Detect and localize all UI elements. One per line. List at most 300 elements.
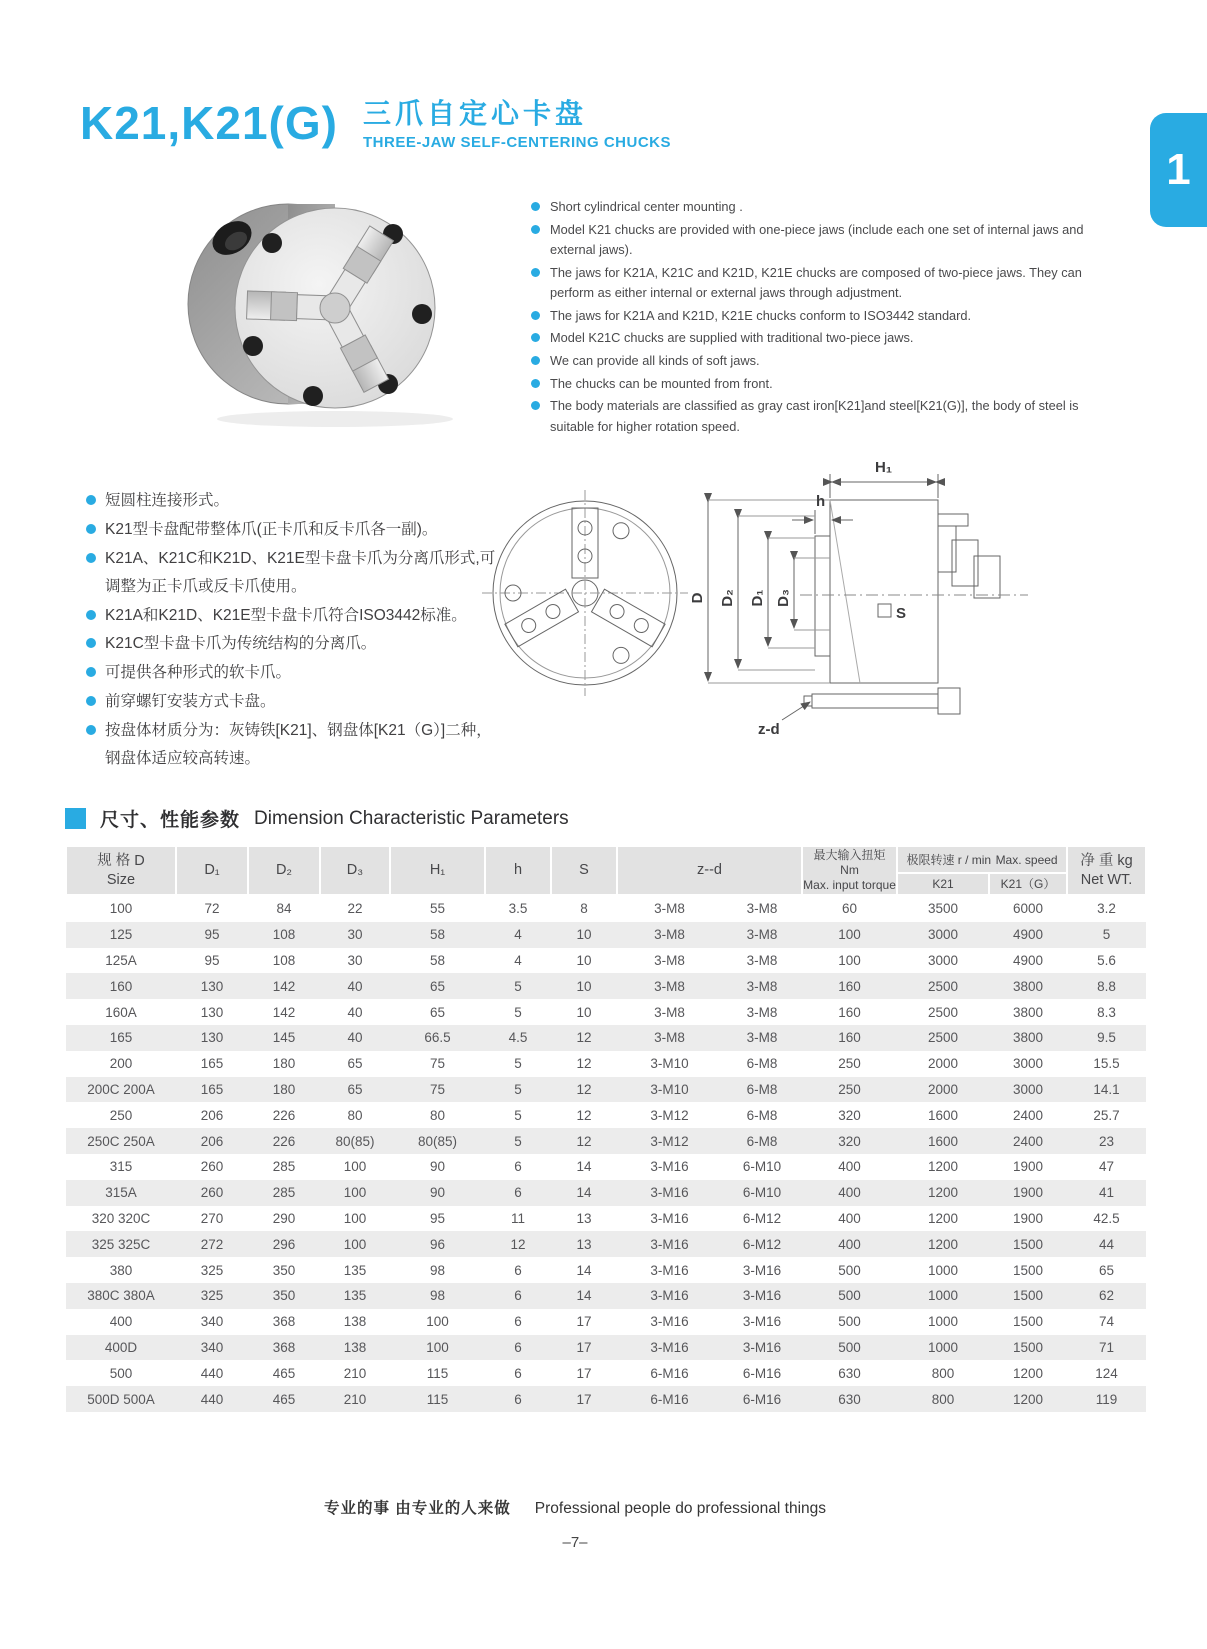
table-cell: 1200	[1013, 1391, 1044, 1407]
table-cell: 3-M12	[650, 1107, 689, 1123]
table-row	[66, 1025, 1146, 1051]
table-cell: 320	[838, 1133, 861, 1149]
table-cell: 3000	[927, 952, 959, 968]
feature-item	[86, 717, 506, 773]
table-cell: 6-M16	[742, 1391, 782, 1407]
table-cell: 3-M16	[742, 1314, 782, 1330]
table-cell: 400D	[104, 1339, 138, 1355]
table-cell: 1000	[927, 1288, 959, 1304]
table-cell: 119	[1095, 1391, 1118, 1407]
table-cell: 14.1	[1093, 1081, 1120, 1097]
table-cell: 6	[514, 1314, 522, 1330]
table-cell: 206	[200, 1133, 224, 1149]
table-cell: 12	[576, 1081, 592, 1097]
bullet-dot-icon	[86, 725, 96, 735]
table-cell: 3-M16	[650, 1314, 689, 1330]
table-cell: 1200	[927, 1210, 959, 1226]
table-cell: 58	[429, 927, 446, 943]
table-cell: 1500	[1013, 1314, 1044, 1330]
table-cell: 500	[838, 1288, 861, 1304]
table-cell: 95	[204, 927, 220, 943]
col-header-d2: D₂	[248, 846, 320, 895]
feature-text: K21型卡盘配带整体爪(正卡爪和反卡爪各一副)。	[105, 520, 438, 538]
table-cell: 250	[838, 1056, 861, 1072]
feature-item	[531, 306, 1089, 326]
table-cell: 5	[514, 978, 522, 994]
table-cell: 138	[343, 1314, 367, 1330]
feature-text: The jaws for K21A and K21D, K21E chucks conform to ISO3442 standard.	[550, 307, 972, 323]
feature-item	[531, 351, 1089, 371]
dim-label-d3: D₃	[775, 589, 792, 607]
table-cell: 226	[272, 1107, 296, 1123]
dim-label-zd: z-d	[758, 721, 780, 738]
table-cell: 3-M16	[742, 1288, 782, 1304]
table-cell: 80(85)	[417, 1133, 458, 1149]
table-cell: 1500	[1013, 1262, 1044, 1278]
table-cell: 320	[838, 1107, 861, 1123]
table-cell: 47	[1099, 1159, 1115, 1175]
table-cell: 400	[838, 1159, 861, 1175]
table-cell: 17	[576, 1314, 592, 1330]
bullet-dot-icon	[86, 638, 96, 648]
col-header-h1: H₁	[390, 846, 485, 895]
table-cell: 285	[272, 1185, 296, 1201]
table-cell: 14	[576, 1288, 592, 1304]
table-cell: 325	[200, 1262, 224, 1278]
feature-item	[86, 602, 506, 630]
table-cell: 160	[109, 978, 133, 994]
feature-item	[86, 516, 506, 544]
col-header-torque: 最大输入扭矩 Nm Max. input torque	[802, 846, 897, 895]
table-cell: 12	[576, 1133, 592, 1149]
table-cell: 5	[514, 1107, 522, 1123]
table-cell: 142	[272, 1004, 296, 1020]
table-cell: 6-M8	[746, 1133, 778, 1149]
table-cell: 15.5	[1093, 1056, 1120, 1072]
table-row	[66, 1154, 1146, 1180]
table-cell: 124	[1095, 1365, 1118, 1381]
table-cell: 22	[347, 901, 363, 917]
col-header-d1: D₁	[176, 846, 248, 895]
section-title	[65, 805, 569, 832]
table-cell: 6	[514, 1339, 522, 1355]
feature-item	[86, 487, 506, 515]
table-cell: 40	[347, 978, 363, 994]
col-header-d3: D₃	[320, 846, 390, 895]
table-cell: 58	[429, 952, 446, 968]
table-cell: 142	[272, 978, 296, 994]
table-cell: 62	[1099, 1288, 1115, 1304]
table-cell: 1900	[1013, 1185, 1044, 1201]
feature-text: 前穿螺钉安装方式卡盘。	[105, 693, 276, 711]
table-cell: 160A	[105, 1004, 137, 1020]
feature-item	[531, 197, 1089, 217]
table-cell: 3-M16	[650, 1159, 689, 1175]
table-cell: 30	[347, 927, 363, 943]
table-cell: 2500	[927, 1004, 959, 1020]
table-cell: 14	[576, 1262, 592, 1278]
product-title-en: THREE-JAW SELF-CENTERING CHUCKS	[363, 134, 672, 151]
table-cell: 1200	[927, 1159, 959, 1175]
product-title-cn: 三爪自定心卡盘	[363, 98, 588, 129]
table-cell: 100	[426, 1314, 449, 1330]
feature-text: 短圆柱连接形式。	[105, 492, 230, 509]
table-cell: 800	[931, 1391, 955, 1407]
table-cell: 71	[1099, 1339, 1115, 1355]
table-row	[66, 1231, 1146, 1257]
table-cell: 400	[109, 1314, 133, 1330]
technical-drawing	[480, 448, 1070, 743]
table-cell: 44	[1099, 1236, 1115, 1252]
footer-slogan-en: Professional people do professional things	[534, 1500, 827, 1517]
table-cell: 272	[200, 1236, 224, 1252]
table-cell: 296	[272, 1236, 296, 1252]
table-cell: 500	[109, 1365, 133, 1381]
table-cell: 100	[838, 927, 861, 943]
table-cell: 80	[429, 1107, 446, 1123]
table-cell: 1200	[1013, 1365, 1044, 1381]
table-cell: 3-M16	[650, 1185, 689, 1201]
table-cell: 6	[514, 1262, 522, 1278]
table-cell: 6-M16	[742, 1365, 782, 1381]
table-cell: 98	[429, 1288, 446, 1304]
dim-label-d1: D₁	[749, 589, 766, 607]
table-cell: 100	[343, 1210, 367, 1226]
table-row	[66, 999, 1146, 1025]
table-cell: 6	[514, 1365, 522, 1381]
table-cell: 325	[200, 1288, 224, 1304]
table-cell: 500	[838, 1314, 861, 1330]
table-cell: 325 325C	[91, 1236, 151, 1252]
center-cap	[320, 293, 350, 323]
table-cell: 3-M8	[654, 1004, 685, 1020]
table-cell: 130	[200, 1030, 224, 1046]
drawing-front-view	[482, 490, 688, 696]
table-cell: 30	[347, 952, 363, 968]
table-cell: 90	[429, 1185, 446, 1201]
bullet-dot-icon	[86, 696, 96, 706]
table-cell: 165	[200, 1056, 224, 1072]
table-cell: 165	[109, 1030, 133, 1046]
table-cell: 17	[576, 1391, 592, 1407]
feature-text: The chucks can be mounted from front.	[550, 375, 773, 391]
table-cell: 250	[109, 1107, 133, 1123]
feature-text: The body materials are classified as gray cast iron[K21]and steel[K21(G)], the body of steel is suitable for higher rotation speed.	[550, 398, 1079, 434]
table-cell: 210	[343, 1365, 367, 1381]
table-row	[66, 1102, 1146, 1128]
table-cell: 80(85)	[335, 1133, 375, 1149]
table-cell: 125	[109, 927, 133, 943]
bullet-dot-icon	[531, 379, 540, 388]
table-cell: 3-M16	[650, 1236, 689, 1252]
feature-text: K21C型卡盘卡爪为传统结构的分离爪。	[105, 635, 377, 653]
col-header-speed: 极限转速 r / min Max. speed	[897, 846, 1067, 873]
table-cell: 440	[200, 1365, 224, 1381]
table-cell: 95	[204, 952, 220, 968]
table-cell: 100	[109, 901, 133, 917]
bullet-dot-icon	[531, 225, 540, 234]
section-title-cn: 尺寸、性能参数	[100, 810, 241, 831]
bullet-dot-icon	[86, 553, 96, 563]
feature-text: 可提供各种形式的软卡爪。	[105, 664, 292, 682]
table-cell: 66.5	[424, 1030, 451, 1046]
table-cell: 1200	[927, 1185, 959, 1201]
table-cell: 6-M8	[746, 1107, 778, 1123]
table-cell: 160	[838, 978, 861, 994]
feature-text: Short cylindrical center mounting .	[550, 199, 743, 214]
table-cell: 74	[1099, 1314, 1115, 1330]
table-cell: 250C 250A	[87, 1133, 155, 1149]
table-cell: 3800	[1013, 978, 1044, 994]
bullet-dot-icon	[86, 524, 96, 534]
table-cell: 2500	[927, 978, 959, 994]
feature-text: K21A、K21C和K21D、K21E型卡盘卡爪为分离爪形式,可调整为正卡爪或反卡爪使用。	[105, 549, 496, 595]
table-cell: 10	[576, 927, 592, 943]
table-cell: 340	[200, 1314, 224, 1330]
table-cell: 6-M16	[650, 1365, 689, 1381]
table-cell: 3800	[1013, 1030, 1044, 1046]
table-cell: 100	[343, 1159, 367, 1175]
table-row	[66, 1077, 1146, 1103]
table-cell: 80	[347, 1107, 363, 1123]
table-cell: 5	[514, 1004, 522, 1020]
feature-item	[531, 328, 1089, 348]
table-cell: 260	[200, 1159, 224, 1175]
table-cell: 4.5	[508, 1030, 528, 1046]
table-row	[66, 922, 1146, 948]
table-cell: 135	[343, 1262, 367, 1278]
table-row	[66, 1257, 1146, 1283]
bullet-dot-icon	[86, 667, 96, 677]
feature-item	[86, 688, 506, 716]
table-cell: 3-M8	[654, 1030, 685, 1046]
table-cell: 226	[272, 1133, 296, 1149]
feature-text: 按盘体材质分为：灰铸铁[K21]、钢盘体[K21（G）]二种，钢盘体适应较高转速。	[105, 722, 492, 768]
table-cell: 125A	[105, 952, 137, 968]
table-cell: 3-M16	[650, 1288, 689, 1304]
table-cell: 40	[347, 1030, 363, 1046]
table-cell: 200	[109, 1056, 133, 1072]
table-cell: 200C 200A	[87, 1081, 155, 1097]
col-header-size: 规 格 D Size	[66, 846, 176, 895]
table-row	[66, 973, 1146, 999]
table-cell: 1500	[1013, 1236, 1044, 1252]
table-cell: 55	[429, 901, 446, 917]
dim-label-d2: D₂	[719, 589, 736, 607]
table-cell: 440	[200, 1391, 224, 1407]
table-cell: 115	[426, 1391, 449, 1407]
table-cell: 84	[276, 901, 292, 917]
table-cell: 368	[272, 1314, 296, 1330]
table-cell: 3-M10	[650, 1081, 689, 1097]
table-cell: 5	[514, 1081, 522, 1097]
table-cell: 115	[426, 1365, 449, 1381]
table-cell: 6	[514, 1185, 522, 1201]
table-cell: 4900	[1013, 927, 1044, 943]
table-cell: 75	[429, 1056, 446, 1072]
table-cell: 100	[343, 1236, 367, 1252]
table-cell: 8.8	[1097, 978, 1116, 994]
table-cell: 6-M12	[742, 1236, 782, 1252]
table-cell: 40	[347, 1004, 363, 1020]
table-cell: 3-M10	[650, 1056, 689, 1072]
table-cell: 250	[838, 1081, 861, 1097]
table-cell: 72	[204, 901, 220, 917]
table-cell: 400	[838, 1185, 861, 1201]
feature-item	[531, 220, 1089, 260]
table-cell: 3-M16	[650, 1339, 689, 1355]
table-cell: 96	[429, 1236, 446, 1252]
table-cell: 6	[514, 1391, 522, 1407]
table-cell: 206	[200, 1107, 224, 1123]
feature-text: We can provide all kinds of soft jaws.	[550, 353, 760, 369]
table-cell: 100	[426, 1339, 449, 1355]
section-marker-icon	[65, 808, 86, 829]
table-cell: 5	[514, 1133, 522, 1149]
feature-list-cn	[86, 487, 506, 774]
table-cell: 6000	[1013, 901, 1044, 917]
table-cell: 1200	[927, 1236, 959, 1252]
table-cell: 98	[429, 1262, 446, 1278]
table-cell: 3000	[1013, 1056, 1044, 1072]
table-cell: 3-M8	[746, 1004, 778, 1020]
table-cell: 3-M8	[746, 952, 778, 968]
table-cell: 6-M16	[650, 1391, 689, 1407]
table-cell: 1000	[927, 1262, 959, 1278]
dim-label-s: S	[896, 605, 907, 622]
table-cell: 10	[576, 1004, 592, 1020]
table-cell: 8	[580, 901, 588, 917]
table-cell: 465	[272, 1391, 296, 1407]
table-cell: 2400	[1013, 1107, 1044, 1123]
bullet-dot-icon	[86, 610, 96, 620]
table-cell: 10	[576, 978, 592, 994]
dim-label-h1: H₁	[875, 459, 893, 476]
table-cell: 260	[200, 1185, 224, 1201]
table-cell: 315	[109, 1159, 133, 1175]
section-title-en: Dimension Characteristic Parameters	[254, 807, 569, 829]
table-cell: 165	[200, 1081, 224, 1097]
table-cell: 290	[272, 1210, 296, 1226]
table-cell: 350	[272, 1288, 296, 1304]
feature-text: Model K21C chucks are supplied with traditional two-piece jaws.	[550, 330, 914, 346]
table-cell: 3.2	[1097, 901, 1116, 917]
table-cell: 500	[838, 1262, 861, 1278]
table-cell: 4	[514, 952, 522, 968]
feature-item	[86, 545, 506, 601]
feature-item	[86, 630, 506, 658]
table-cell: 3-M8	[654, 901, 685, 917]
table-cell: 13	[576, 1210, 592, 1226]
col-header-h: h	[485, 846, 551, 895]
table-cell: 23	[1099, 1133, 1115, 1149]
table-cell: 100	[838, 952, 861, 968]
table-cell: 6-M8	[746, 1056, 778, 1072]
table-cell: 3-M8	[746, 1030, 778, 1046]
table-cell: 3-M8	[746, 901, 778, 917]
table-cell: 340	[200, 1339, 224, 1355]
table-cell: 1600	[927, 1133, 959, 1149]
col-header-zd: z--d	[617, 846, 802, 895]
chapter-tab	[1150, 113, 1207, 227]
dim-label-h: h	[816, 493, 826, 510]
table-row	[66, 1051, 1146, 1077]
table-cell: 1900	[1013, 1159, 1044, 1175]
footer-slogan	[0, 1496, 1150, 1518]
bullet-dot-icon	[86, 495, 96, 505]
table-cell: 14	[576, 1185, 592, 1201]
table-cell: 65	[429, 978, 446, 994]
table-cell: 60	[842, 901, 858, 917]
table-cell: 65	[429, 1004, 446, 1020]
table-cell: 65	[1099, 1262, 1115, 1278]
feature-text: The jaws for K21A, K21C and K21D, K21E chucks are composed of two-piece jaws. They can perform as either internal or external jaws through adjustment.	[550, 264, 1082, 300]
table-cell: 10	[576, 952, 592, 968]
table-cell: 17	[576, 1365, 592, 1381]
product-photo	[150, 186, 480, 436]
table-cell: 9.5	[1097, 1030, 1116, 1046]
bullet-dot-icon	[531, 202, 540, 211]
table-row	[66, 895, 1146, 922]
bullet-dot-icon	[531, 401, 540, 410]
table-cell: 3-M8	[654, 978, 685, 994]
table-cell: 13	[576, 1236, 592, 1252]
table-cell: 75	[429, 1081, 446, 1097]
table-row	[66, 1206, 1146, 1232]
table-cell: 6-M8	[746, 1081, 778, 1097]
table-cell: 630	[838, 1365, 861, 1381]
table-cell: 5	[514, 1056, 522, 1072]
table-row	[66, 1180, 1146, 1206]
table-cell: 3500	[927, 901, 959, 917]
table-cell: 4	[514, 927, 522, 943]
table-cell: 130	[200, 1004, 224, 1020]
table-cell: 630	[838, 1391, 861, 1407]
table-cell: 65	[347, 1056, 363, 1072]
table-cell: 12	[576, 1107, 592, 1123]
table-cell: 3000	[927, 927, 959, 943]
feature-text: K21A和K21D、K21E型卡盘卡爪符合ISO3442标准。	[105, 606, 467, 624]
table-cell: 100	[343, 1185, 367, 1201]
table-cell: 3-M16	[742, 1339, 782, 1355]
table-cell: 1600	[927, 1107, 959, 1123]
table-cell: 5	[1102, 927, 1111, 943]
table-row	[66, 1386, 1146, 1412]
table-cell: 1500	[1013, 1288, 1044, 1304]
bullet-dot-icon	[531, 311, 540, 320]
table-row	[66, 1335, 1146, 1361]
bullet-dot-icon	[531, 268, 540, 277]
table-cell: 65	[347, 1081, 363, 1097]
table-cell: 12	[510, 1236, 526, 1252]
table-cell: 2000	[927, 1056, 959, 1072]
table-cell: 25.7	[1093, 1107, 1120, 1123]
table-cell: 8.3	[1097, 1004, 1116, 1020]
table-cell: 180	[272, 1081, 296, 1097]
table-cell: 500	[838, 1339, 861, 1355]
table-cell: 108	[272, 927, 296, 943]
table-cell: 160	[838, 1004, 861, 1020]
table-cell: 17	[576, 1339, 592, 1355]
col-header-speed-k21: K21	[897, 873, 989, 895]
table-cell: 41	[1099, 1185, 1115, 1201]
col-header-speed-k21g: K21（G）	[989, 873, 1067, 895]
footer-slogan-cn: 专业的事 由专业的人来做	[323, 1500, 511, 1517]
table-cell: 3-M12	[650, 1133, 689, 1149]
table-cell: 3000	[1013, 1081, 1044, 1097]
table-cell: 3-M16	[742, 1262, 782, 1278]
table-cell: 42.5	[1093, 1210, 1120, 1226]
